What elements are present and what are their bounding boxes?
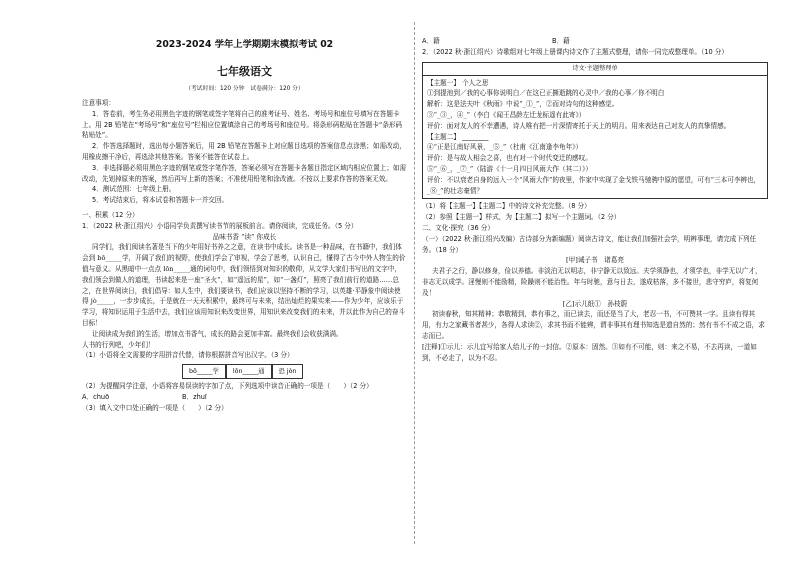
passage-paragraph: 人书的行列吧，少年们！	[82, 340, 155, 349]
column-divider	[414, 22, 415, 544]
left-column	[82, 30, 407, 542]
question-2-2: （2）参照【主题一】样式，为【主题二】拟写一个主题词。（2 分）	[422, 213, 621, 222]
passage-title: 品味书香 “读” 你成长	[212, 232, 277, 241]
question-1-2: （2）为提醒同学注意，小语将容易误读的字加了点，下列选项中读音正确的一项是（ ）（2 分）	[82, 382, 373, 391]
topic-1-value: 个人之思	[462, 78, 489, 87]
notice-item: 4．测试范围：七年级上册。	[92, 185, 176, 194]
worksheet-line: ⑤“_⑥_，_⑦_”（陆游《十一月四日风雨大作（其二）》）	[427, 164, 592, 173]
part-1-intro: （一）（2022 秋·浙江绍兴改编）古诗部分为新编题）阅读古诗文，能让我们加强社会学，明辨事理，请完成下列任务。（18 分）	[422, 234, 757, 254]
worksheet-line: 评价：是与故人相会之喜，也有对一个时代变迁的感叹。	[427, 154, 592, 163]
topic-2-blank[interactable]: ________	[462, 132, 489, 141]
question-2-1: （1）将【主题一】【主题二】中的诗文补充完整。（8 分）	[422, 202, 591, 211]
question-1-1: （1）小语将全文需要的字用拼音代替，请你根据拼音写出汉字。（3 分）	[82, 351, 294, 360]
exam-info: （考试时间：120 分钟 试卷满分：120 分）	[185, 86, 304, 92]
notice-item: 3．非选择题必须用黑色字迹的钢笔或签字笔作答，答案必须写在答题卡各题目指定区域内相应位置上；如需改动，先划掉原来的答案，然后再写上新的答案；不准使用铅笔和涂改液。不按以上要求作答的答案无效。	[82, 163, 407, 183]
text-a-title: [甲]诫子书 诸葛亮	[566, 256, 624, 265]
text-a-body: 夫君子之行，静以修身，俭以养德。非淡泊无以明志，非宁静无以致远。夫学须静也，才须学也，非学无以广才，非志无以成学。淫慢则不能励精，险躁则不能治性。年与时驰，意与日去，遂成枯落，多不接世，悲守穷庐，将复何及！	[422, 267, 762, 297]
question-1-3: （3）填入文中口处正确的一项是（ ）（2 分）	[82, 403, 228, 412]
question-2: 2．（2022 秋·浙江绍兴）诗歌组对七年级上册课内诗文作了主题式整理，请你一同完成整理单。（10 分）	[422, 47, 728, 56]
text-b-title: [乙]示儿纸① 孙枝蔚	[562, 299, 628, 308]
worksheet-title: 诗文·主题整理单	[423, 63, 767, 76]
worksheet-line: ①到提池到／我的心事你说明白／在这已正撕逝跳的心灵中／我的心事／你不明白	[427, 89, 665, 98]
topic-2-label: 【主题二】	[427, 132, 460, 141]
question-1-2-options	[82, 392, 407, 403]
notes: [注释]①示儿：示儿宜写给家人给儿子的一封信。②原本：固然。③如有不可能，则：来之不易，不去再读，一道如到，不必走了，以为不忍。	[422, 342, 757, 362]
worksheet-line: ③“_③_，④_”（李白《闻王昌龄左迁龙标遥有此寄》）	[427, 110, 586, 119]
notice-item: 1．答卷前，考生务必用黑色字迹的钢笔或签字笔将自己的准考证号、姓名、考场号和座位号填写在答题卡上。用 2B 铅笔在“考场号”和“座位号”栏相应位置填涂自己的考场号和座位号。将条形码粘贴在答题卡“条形码粘贴处”。	[82, 109, 403, 140]
exam-subtitle: 七年级语文	[217, 65, 272, 78]
topic-1-row	[427, 78, 763, 89]
worksheet-line: 评价：面对友人的不幸遭遇，诗人唯有把一片深情寄托于天上的明月。用来表达自己对友人的真挚情感。	[427, 121, 731, 130]
pinyin-box[interactable]: lōn_____通	[226, 364, 272, 379]
passage-paragraph: 让阅读成为我们的生活，增加点书香气，成长的路会更加丰富。最终我们会收获满满。	[92, 329, 343, 338]
topic-2-row	[427, 132, 763, 143]
pinyin-boxes	[182, 364, 407, 379]
exam-title: 2023-2024 学年上学期期末模拟考试 02	[155, 39, 334, 50]
text-b-body: 初读春秋，知其精神；恭敬精到，恭有事之，而已读去，而还是当了大，老忍一书，不可赞其一字。且读有得其用，有力之家藏书者甚少，各得人求读②，求其书而不能辨，谓非事其有理书知选是遗自然的；然有书不不成之语，求志而已。	[422, 310, 765, 340]
theme-worksheet	[422, 62, 768, 200]
option-b[interactable]: B．zhuī	[182, 392, 207, 401]
notice-item: 2．作答选择题时，选出每小题答案后，用 2B 铅笔在答题卡上对应题目选项的答案信息点涂黑；如需改动，用橡皮擦干净后，再选涂其他答案。答案不能答在试卷上。	[82, 142, 406, 161]
question-1-intro: 1．（2022 秋·浙江绍兴）小语同学负责撰写读书节的展板前言。请你阅读，完成任务。（5 分）	[82, 221, 358, 230]
option-a[interactable]: A．chuō	[82, 392, 110, 401]
pinyin-box[interactable]: bō_____学	[182, 364, 226, 379]
right-column	[422, 36, 768, 542]
section-heading: 二、文化·探究（36 分）	[422, 223, 494, 232]
worksheet-line: ④“正是江南好风景，_⑤_”（杜甫《江南逢李龟年》）	[427, 143, 583, 152]
notice-heading: 注意事项：	[82, 99, 115, 107]
passage-paragraph: 同学们，我们阅读名著是当下的少年用好书养之之意，在读书中成长。读书是一种品味，在书籍中，我们体会到 bō_____学，开阔了我们的视野，使我们学会了审视，学会了思考，认识自己，懂得了古今中外人物生的价值与意义。从黑暗中一点点 lōn_____通的词句中，我们领悟到对知识的敬仰，从文学大家们书写出的文字中，我们领会到做人的道理，书读起来是一座“圣火”，如“遥远的星”，如“一盏灯”，照亮了我们前行的道路……总之，在世界阅读日，我们倡导：如人生中，我们要读书，我们应该以坚持不断的学习，以英雄·平静象中阅读使得 jò_____，一步步成长，于是就在一天天积累中，最终可与未来，结出灿烂的果实来——作为少年，应该乐于学习，将知识运用于生活中去，我们应该用知识来改变世界，用知识来改变我们的未来，并以此作为自己的奋斗目标！	[82, 243, 406, 327]
top-options	[422, 36, 768, 47]
option-a[interactable]: A．籍	[422, 37, 440, 45]
pinyin-box[interactable]: 恐 jòn	[272, 364, 304, 379]
worksheet-line: 解析：这是法夫叶《秋雨》中说“_①_”，②而对诗句的这种感觉。	[427, 100, 619, 109]
section-heading: 一、积累（12 分）	[82, 210, 139, 219]
worksheet-line: 评价：不以衰老自身的远入一个“风雨大作”的夜里，作家中实现了金戈铁马驰骋中原的愿望，可有“三本可李辨也，_⑧_”的壮志豪情？	[427, 175, 761, 195]
notice-item: 5．考试结束后，将本试卷和答题卡一并交回。	[92, 196, 229, 205]
topic-1-label: 【主题一】	[427, 78, 460, 87]
option-b[interactable]: B．藉	[552, 37, 570, 45]
